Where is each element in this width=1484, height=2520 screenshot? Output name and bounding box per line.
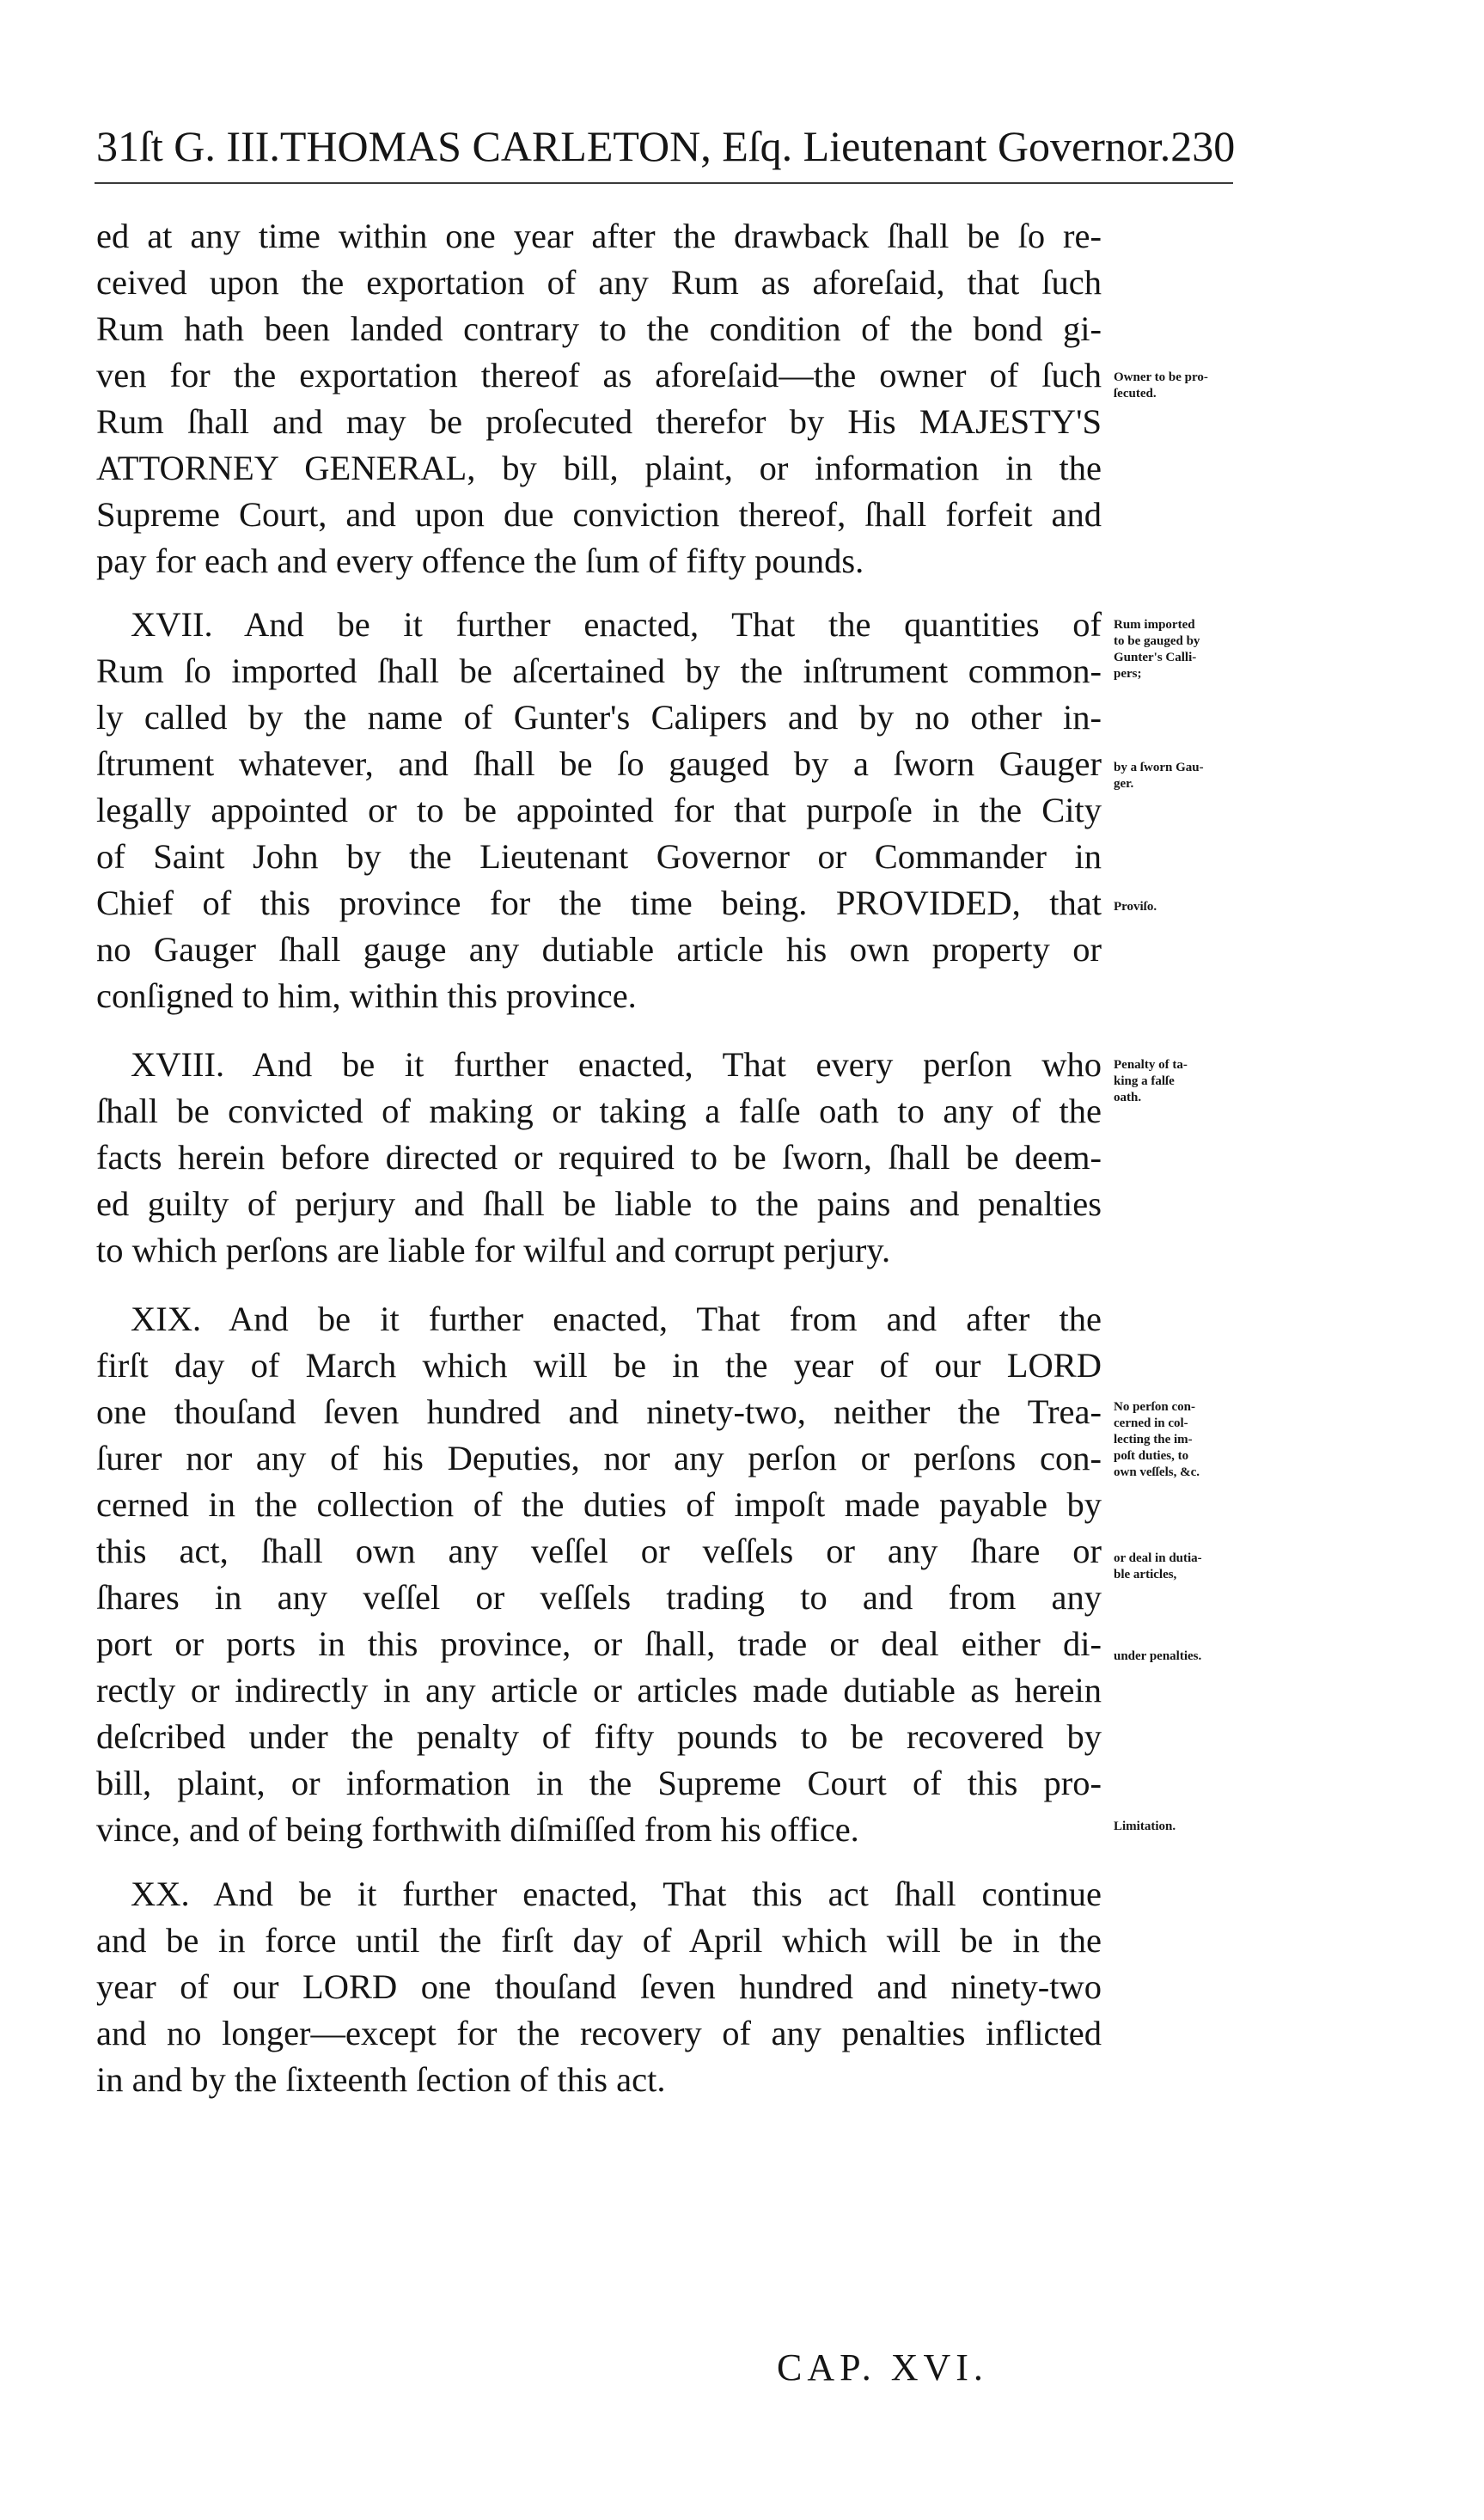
paragraph-section-19 — [96, 1296, 1102, 1853]
text-line: bill, plaint, or information in the Supreme Court of this pro- — [96, 1764, 1102, 1802]
margin-note-line: oath. — [1114, 1091, 1142, 1104]
margin-note-line: by a ſworn Gau- — [1114, 761, 1204, 774]
text-line: year of our LORD one thouſand ſeven hundred and ninety-two — [96, 1967, 1102, 2006]
text-line: ATTORNEY GENERAL, by bill, plaint, or information in the — [96, 449, 1102, 487]
text-line: rectly or indirectly in any article or articles made dutiable as herein — [96, 1671, 1102, 1710]
text-line: ceived upon the exportation of any Rum as aforeſaid, that ſuch — [96, 263, 1102, 302]
text-line: ed guilty of perjury and ſhall be liable to the pains and penalties — [96, 1184, 1102, 1223]
text-line: ſtrument whatever, and ſhall be ſo gauged by a ſworn Gauger — [96, 744, 1102, 783]
text-line: vince, and of being forthwith diſmiſſed from his office. — [96, 1810, 859, 1849]
margin-note-line: Gunter's Calli- — [1114, 651, 1197, 664]
text-line: Rum ſhall and may be proſecuted therefor by His MAJESTY'S — [96, 402, 1102, 441]
text-line: one thouſand ſeven hundred and ninety-two, neither the Trea- — [96, 1392, 1102, 1431]
text-line: no Gauger ſhall gauge any dutiable article his own property or — [96, 930, 1102, 969]
margin-note-line: No perſon con- — [1114, 1400, 1195, 1414]
running-head — [96, 120, 1236, 172]
margin-note-line: ger. — [1114, 777, 1134, 791]
margin-note-line: Rum imported — [1114, 618, 1195, 632]
margin-note-under-penalties — [1114, 1648, 1251, 1665]
text-line: ſhares in any veſſel or veſſels trading to and from any — [96, 1578, 1102, 1617]
margin-note-no-person-concerned — [1114, 1399, 1251, 1481]
text-line: XX. And be it further enacted, That this act ſhall continue — [131, 1875, 1102, 1913]
margin-note-line: own veſſels, &c. — [1114, 1465, 1200, 1479]
margin-note-line: to be gauged by — [1114, 634, 1200, 648]
margin-note-line: under penalties. — [1114, 1649, 1202, 1663]
text-line: pay for each and every offence the ſum of fifty pounds. — [96, 541, 864, 580]
margin-note-line: poſt duties, to — [1114, 1449, 1189, 1463]
text-line: XVIII. And be it further enacted, That every perſon who — [131, 1045, 1102, 1084]
text-line: ſhall be convicted of making or taking a falſe oath to any of the — [96, 1092, 1102, 1130]
page-number: 230 — [1170, 122, 1236, 170]
text-line: to which perſons are liable for wilful and corrupt perjury. — [96, 1231, 891, 1269]
margin-note-line: king a falſe — [1114, 1074, 1175, 1088]
text-line: firſt day of March which will be in the year of our LORD — [96, 1346, 1102, 1385]
margin-note-line: Owner to be pro- — [1114, 370, 1208, 384]
text-line: ſurer nor any of his Deputies, nor any perſon or perſons con- — [96, 1439, 1102, 1477]
text-line: Chief of this province for the time being. PROVIDED, that — [96, 884, 1102, 922]
text-line: and no longer—except for the recovery of any penalties inflicted — [96, 2014, 1102, 2052]
paragraph-section-16-continued — [96, 213, 1102, 584]
text-line: XIX. And be it further enacted, That from and after the — [131, 1300, 1102, 1338]
margin-note-line: Limitation. — [1114, 1820, 1176, 1833]
margin-note-line: Proviſo. — [1114, 900, 1157, 914]
catchword: CAP. XVI. — [777, 2346, 988, 2388]
paragraph-section-17 — [96, 602, 1102, 1019]
text-line: port or ports in this province, or ſhall, trade or deal either di- — [96, 1624, 1102, 1663]
header-rule — [95, 182, 1233, 184]
margin-note-rum-gauged — [1114, 617, 1251, 682]
margin-note-line: pers; — [1114, 667, 1142, 681]
margin-note-sworn-gauger — [1114, 760, 1251, 792]
text-line: conſigned to him, within this province. — [96, 976, 637, 1015]
regnal-year: 31ſt G. III. — [96, 122, 280, 170]
text-line: legally appointed or to be appointed for that purpoſe in the City — [96, 791, 1102, 829]
running-title: THOMAS CARLETON, Eſq. Lieutenant Governor. — [279, 122, 1171, 170]
margin-note-line: lecting the im- — [1114, 1433, 1193, 1447]
margin-note-proviso — [1114, 899, 1251, 915]
text-line: cerned in the collection of the duties of impoſt made payable by — [96, 1485, 1102, 1524]
paragraph-section-18 — [96, 1042, 1102, 1274]
margin-note-limitation — [1114, 1819, 1251, 1835]
paragraph-section-20 — [96, 1871, 1102, 2103]
margin-note-line: ſecuted. — [1114, 387, 1157, 401]
text-line: Supreme Court, and upon due conviction thereof, ſhall forfeit and — [96, 495, 1102, 534]
text-line: this act, ſhall own any veſſel or veſſels or any ſhare or — [96, 1532, 1102, 1570]
margin-note-line: ble articles, — [1114, 1568, 1177, 1581]
margin-note-line: or deal in dutia- — [1114, 1551, 1202, 1565]
text-line: XVII. And be it further enacted, That the quantities of — [131, 605, 1102, 644]
text-line: in and by the ſixteenth ſection of this act. — [96, 2060, 666, 2099]
margin-note-deal-dutiable — [1114, 1551, 1251, 1583]
margin-note-penalty-false-oath — [1114, 1057, 1251, 1106]
text-line: Rum ſo imported ſhall be aſcertained by the inſtrument common- — [96, 651, 1102, 690]
margin-note-line: cerned in col- — [1114, 1416, 1188, 1430]
margin-note-line: Penalty of ta- — [1114, 1058, 1188, 1072]
text-line: ed at any time within one year after the drawback ſhall be ſo re- — [96, 217, 1102, 255]
text-line: and be in force until the firſt day of April which will be in the — [96, 1921, 1102, 1960]
text-line: Rum hath been landed contrary to the condition of the bond gi- — [96, 309, 1102, 348]
text-line: ly called by the name of Gunter's Calipers and by no other in- — [96, 698, 1102, 737]
text-line: deſcribed under the penalty of fifty pounds to be recovered by — [96, 1717, 1102, 1756]
text-line: facts herein before directed or required to be ſworn, ſhall be deem- — [96, 1138, 1102, 1177]
text-line: of Saint John by the Lieutenant Governor or Commander in — [96, 837, 1102, 876]
text-line: ven for the exportation thereof as aforeſaid—the owner of ſuch — [96, 356, 1102, 395]
margin-note-owner-prosecuted — [1114, 370, 1251, 402]
